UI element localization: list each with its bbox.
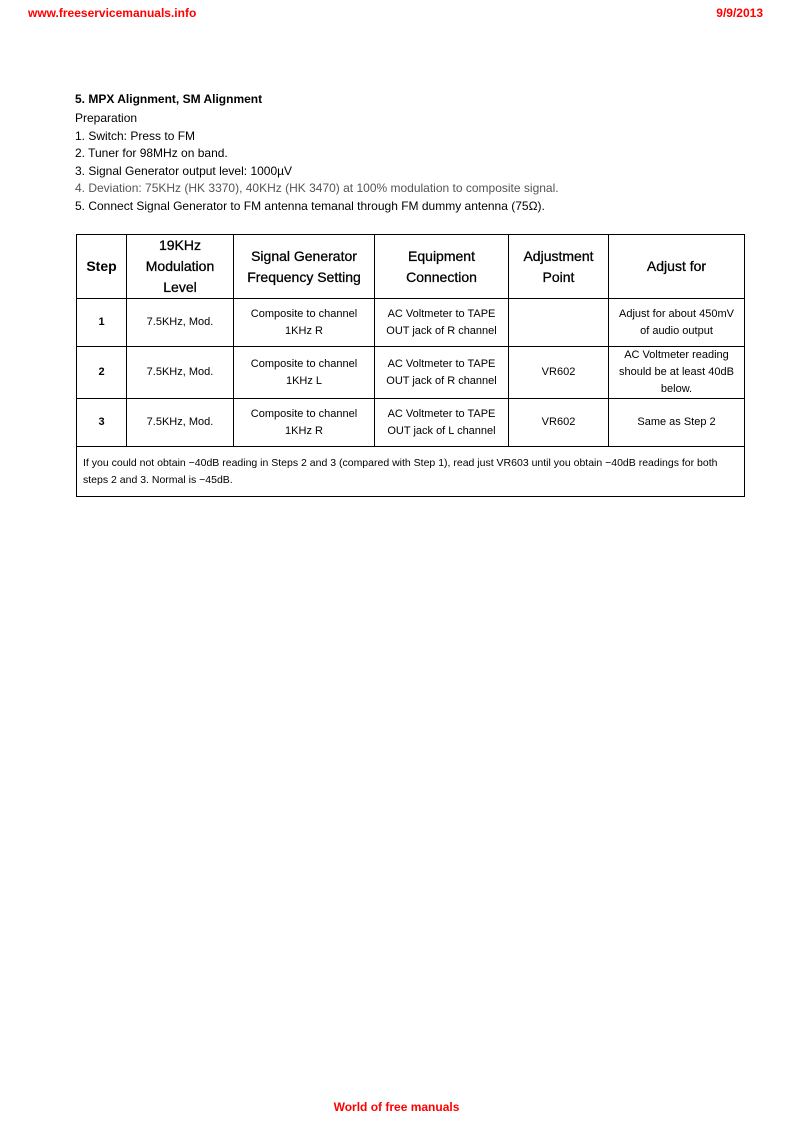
row-adjustment-point xyxy=(509,299,609,347)
row-equipment: AC Voltmeter to TAPE OUT jack of L channel xyxy=(375,399,509,447)
row-modulation: 7.5KHz, Mod. xyxy=(127,299,234,347)
row-adjustment-point: VR602 xyxy=(509,399,609,447)
row-adjust-for: AC Voltmeter reading should be at least 40dB below. xyxy=(609,347,745,399)
row-adjust-for: Same as Step 2 xyxy=(609,399,745,447)
row-step: 2 xyxy=(77,347,127,399)
table-row xyxy=(77,399,745,447)
header-adjust-for: Adjust for xyxy=(609,235,745,299)
prep-step-1: 1. Switch: Press to FM xyxy=(75,128,196,143)
table-row xyxy=(77,347,745,399)
header-modulation-level: 19KHz Modulation Level xyxy=(127,235,234,299)
row-equipment: AC Voltmeter to TAPE OUT jack of R channel xyxy=(375,299,509,347)
section-title: 5. MPX Alignment, SM Alignment xyxy=(75,92,263,106)
row-modulation: 7.5KHz, Mod. xyxy=(127,347,234,399)
table-row xyxy=(77,299,745,347)
row-adjustment-point: VR602 xyxy=(509,347,609,399)
row-adjust-for: Adjust for about 450mV of audio output xyxy=(609,299,745,347)
table-note: If you could not obtain −40dB reading in Steps 2 and 3 (compared with Step 1), read just VR603 until you obtain −40dB readings for both steps 2 and 3. Normal is −45dB. xyxy=(77,447,745,497)
header-signal-generator-frequency: Signal Generator Frequency Setting xyxy=(234,235,375,299)
row-sg-frequency: Composite to channel 1KHz R xyxy=(234,299,375,347)
prep-step-2: 2. Tuner for 98MHz on band. xyxy=(75,146,228,160)
footer-text: World of free manuals xyxy=(333,1100,460,1114)
row-step: 1 xyxy=(77,299,127,347)
header-step: Step xyxy=(77,235,127,299)
row-sg-frequency: Composite to channel 1KHz R xyxy=(234,399,375,447)
row-equipment: AC Voltmeter to TAPE OUT jack of R channel xyxy=(375,347,509,399)
prep-step-5: 5. Connect Signal Generator to FM antenna temanal through FM dummy antenna (75Ω). xyxy=(75,198,545,213)
prep-step-3: 3. Signal Generator output level: 1000µV xyxy=(75,163,293,178)
row-modulation: 7.5KHz, Mod. xyxy=(127,399,234,447)
row-sg-frequency: Composite to channel 1KHz L xyxy=(234,347,375,399)
alignment-table xyxy=(76,234,745,497)
header-equipment-connection: Equipment Connection xyxy=(375,235,509,299)
row-step: 3 xyxy=(77,399,127,447)
preparation-label: Preparation xyxy=(75,111,138,125)
section-content xyxy=(75,92,745,215)
header-adjustment-point: Adjustment Point xyxy=(509,235,609,299)
header-date: 9/9/2013 xyxy=(716,6,763,20)
prep-step-4: 4. Deviation: 75KHz (HK 3370), 40KHz (HK 3470) at 100% modulation to composite signal. xyxy=(75,181,559,195)
table-header-row xyxy=(77,235,745,299)
header-site-link[interactable]: www.freeservicemanuals.info xyxy=(28,6,197,20)
table-note-row xyxy=(77,447,745,497)
